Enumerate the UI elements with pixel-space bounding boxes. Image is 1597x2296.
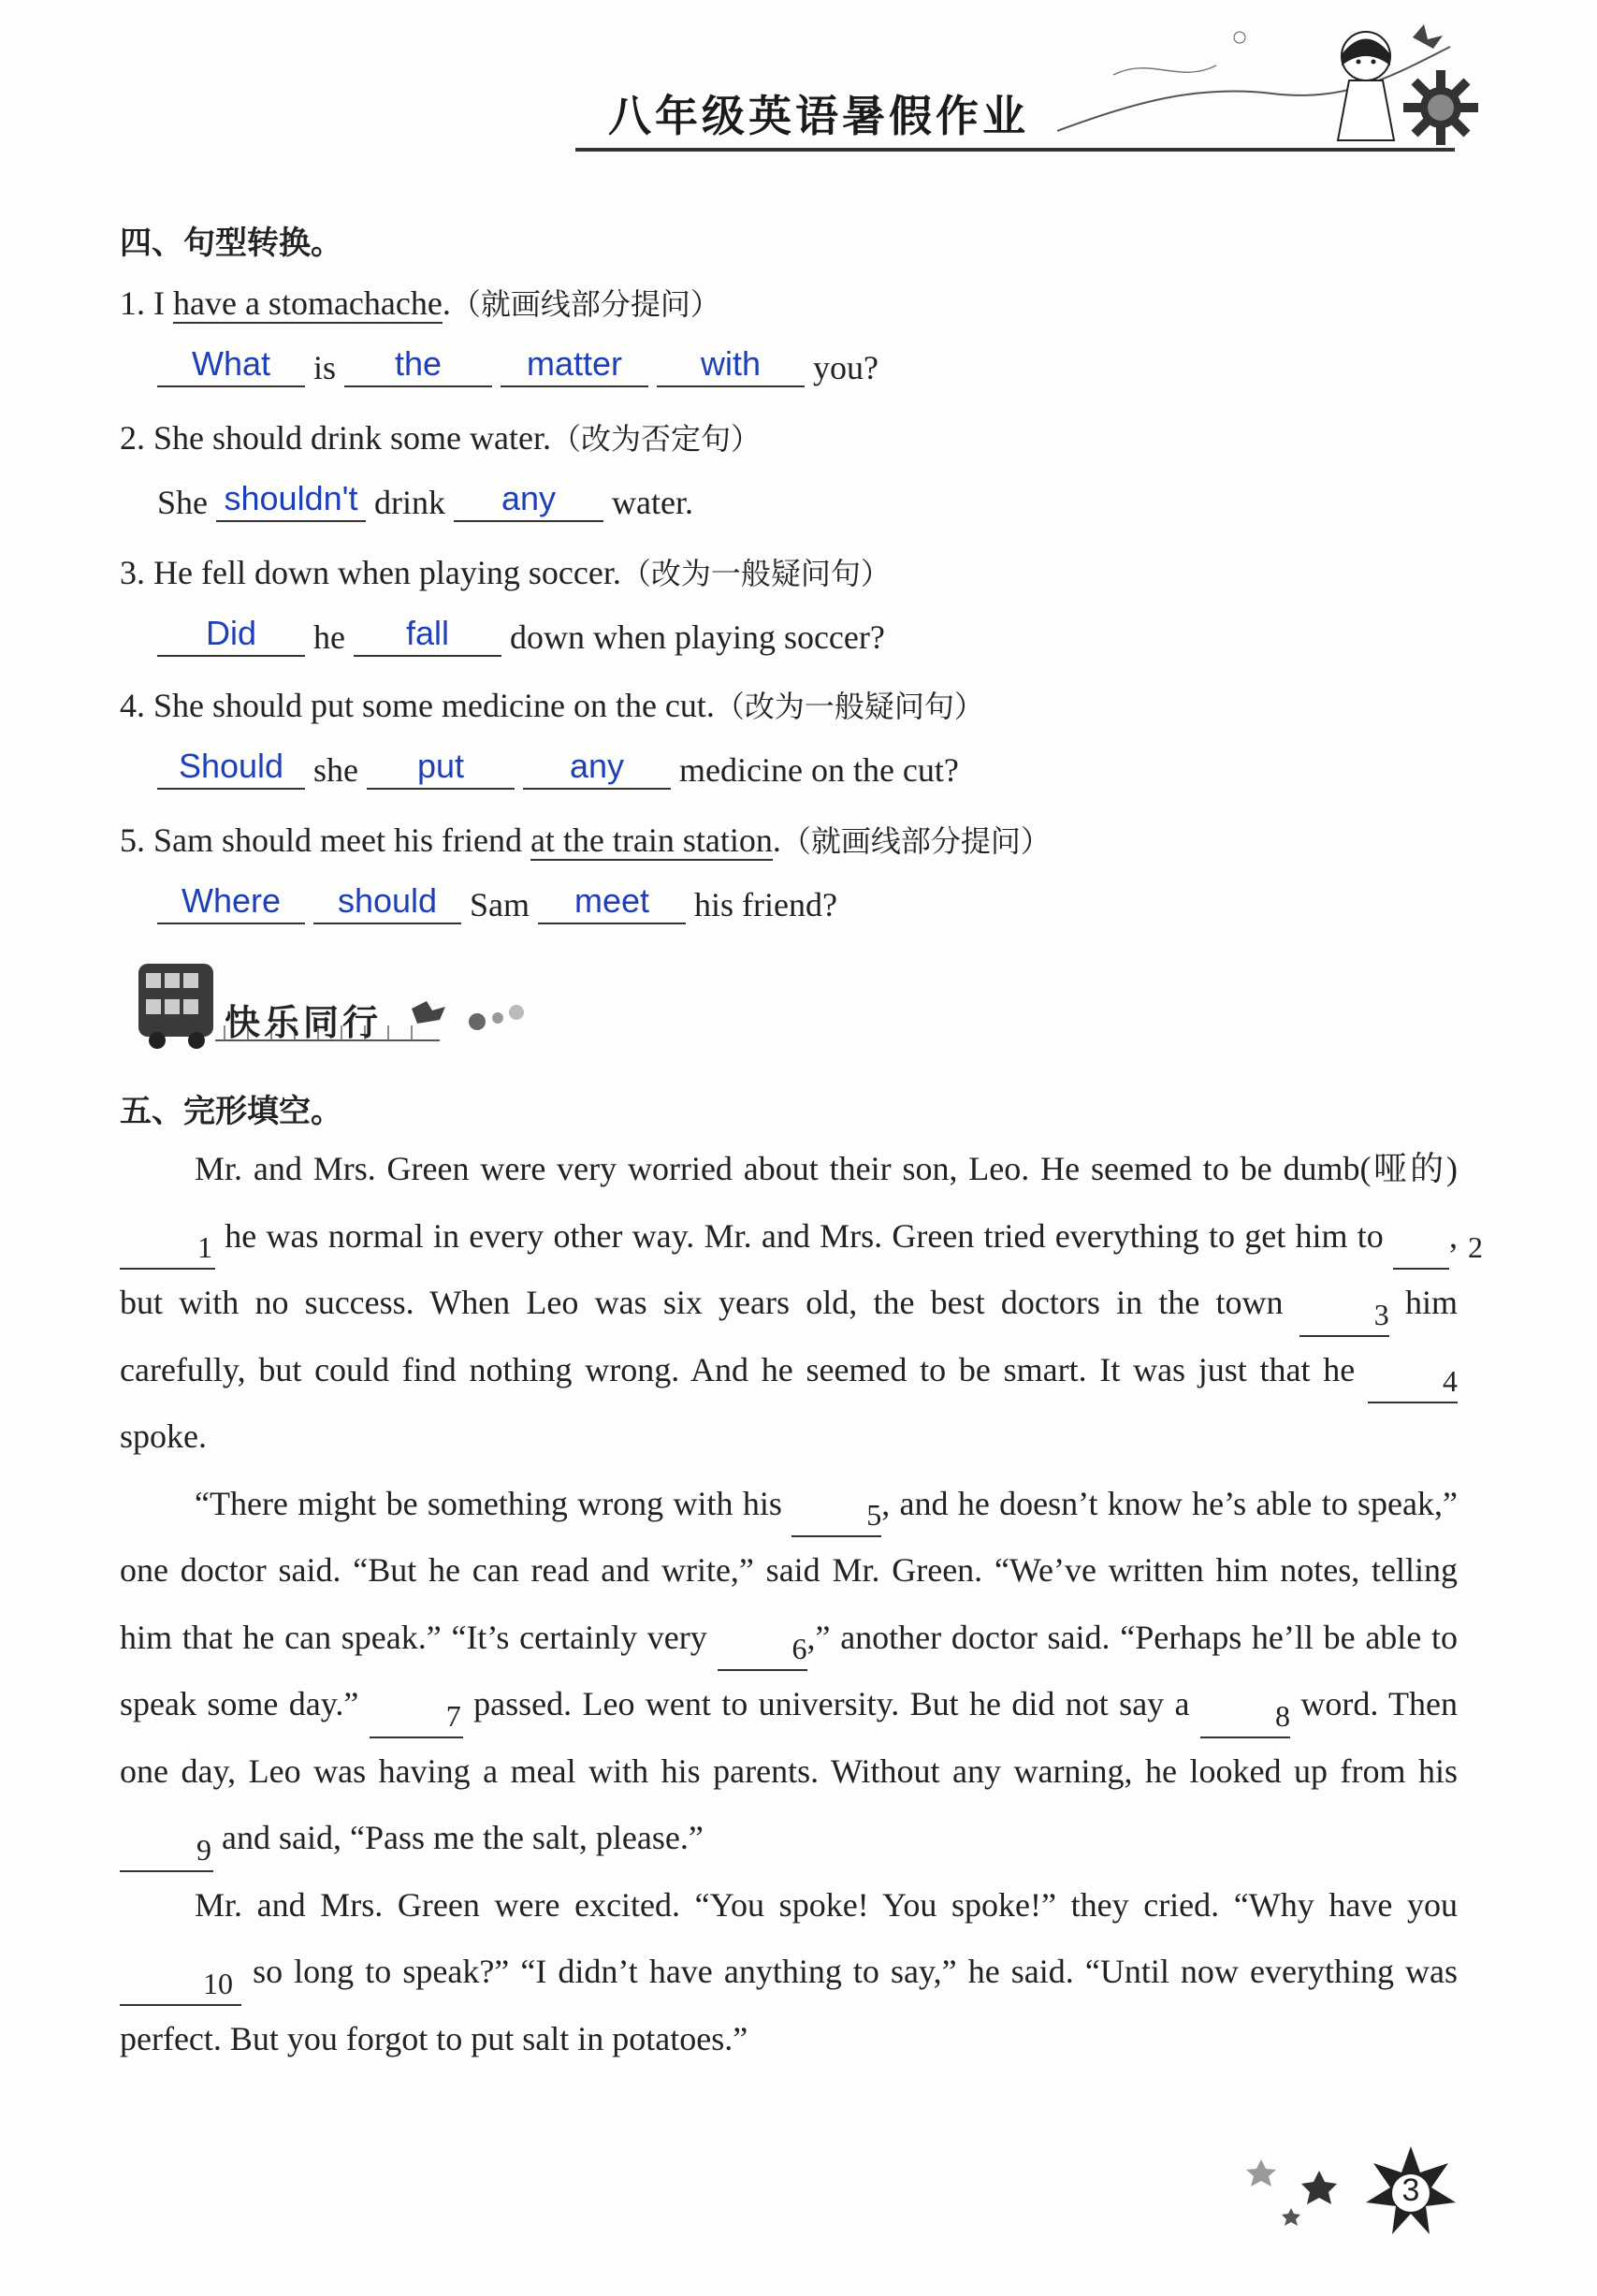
header-title: 八年级英语暑假作业 [608,91,1029,141]
q1-number: 1. [120,284,145,322]
q1-line [120,281,720,324]
q5-rest: his friend? [694,886,837,923]
q1-post: . [442,284,451,322]
p1-text-c: , but with no success. When Leo was six years old, the best doctors in the town [120,1216,1459,1321]
cloze-blank-1: 1 [120,1227,215,1270]
q1-underlined: have a stomachache [173,284,443,322]
q3-word-he: he [313,618,345,656]
p3-text-a: Mr. and Mrs. Green were excited. “You spoke! You spoke!” they cried. “Why have you [195,1885,1458,1924]
q3-answer-line [157,612,885,657]
q1-answer-line [157,342,878,387]
q4-note: （改为一般疑问句） [714,689,984,724]
p2-text-c: ,” another doctor said. “Perhaps he’ll be able to speak some day.” [120,1618,1458,1722]
cloze-paragraph-1 [120,1136,1484,1471]
p1-text-b: he was normal in every other way. Mr. and Mrs. Green tried everything to get him to [225,1216,1384,1255]
q4-answer-line [157,745,959,790]
p2-text-e: word. Then one day, Leo was having a meal with his parents. Without any warning, he looked up from his [120,1685,1459,1790]
cloze-blank-8: 8 [1200,1695,1290,1738]
section4-title: 四、句型转换。 [120,225,342,262]
q4-rest: medicine on the cut? [679,751,959,789]
q1-word-you: you? [813,349,878,386]
q1-word-is: is [313,349,337,386]
p1-text-e: spoke. [120,1417,207,1455]
q2-answer-1: shouldn't [216,477,366,522]
q4-text: 4. She should put some medicine on the cut. [120,687,715,724]
q1-answer-4: with [657,342,805,387]
q3-text: 3. He fell down when playing soccer. [120,554,621,591]
q5-answer-line [157,879,837,924]
q2-line [120,415,761,458]
q2-word-she: She [157,484,208,521]
cloze-blank-10: 10 [120,1963,241,2006]
cloze-blank-3: 3 [1299,1294,1389,1337]
section5-title: 五、完形填空。 [120,1093,342,1130]
q5-answer-1: Where [157,879,305,924]
q1-answer-3: matter [501,342,648,387]
cloze-blank-2: 2 [1393,1227,1449,1270]
cloze-blank-6: 6 [718,1628,807,1671]
q3-note: （改为一般疑问句） [620,556,891,591]
q4-word-she: she [313,751,358,789]
q4-answer-3: any [523,745,671,790]
q3-answer-2: fall [354,612,501,657]
p2-text-f: and said, “Pass me the salt, please.” [222,1819,704,1856]
q5-underlined: at the train station [530,821,773,859]
q5-answer-3: meet [538,879,686,924]
p1-text-a: Mr. and Mrs. Green were very worried about their son, Leo. He seemed to be dumb(哑的) [195,1150,1458,1187]
page-number: 3 [1401,2172,1420,2208]
p2-text-d: passed. Leo went to university. But he did not say a [473,1685,1190,1722]
cloze-paragraph-2 [120,1471,1458,1872]
q5-pre: 5. Sam should meet his friend [120,821,530,859]
cloze-passage [120,1136,1484,2072]
q4-line [120,683,984,726]
p1-text-d: him carefully, but could find nothing wrong. And he seemed to be smart. It was just that he [120,1284,1459,1388]
q3-answer-1: Did [157,612,305,657]
q3-line [120,550,891,593]
q2-text: 2. She should drink some water. [120,419,551,457]
cloze-paragraph-3 [120,1872,1458,2073]
cloze-blank-9: 9 [120,1829,213,1872]
cloze-blank-7: 7 [370,1695,463,1738]
q3-rest: down when playing soccer? [509,618,885,656]
q2-answer-line [157,477,693,522]
p3-text-b: so long to speak?” “I didn’t have anything to say,” he said. “Until now everything was perfect. But you forgot to put salt in potatoes.” [120,1953,1459,2057]
cloze-blank-4: 4 [1368,1360,1458,1403]
q5-post: . [772,821,781,859]
q2-note: （改为否定句） [550,421,761,457]
q4-answer-1: Should [157,745,305,790]
q1-note: （就画线部分提问） [450,286,720,322]
banner-title: 快乐同行 [225,1002,383,1043]
q5-word-sam: Sam [470,886,530,923]
q2-answer-2: any [454,477,603,522]
q1-answer-1: What [157,342,305,387]
q1-answer-2: the [344,342,492,387]
q4-answer-2: put [367,745,515,790]
q5-answer-2: should [313,879,461,924]
footer-star-decoration [1216,2143,1375,2227]
p2-text-b: , and he doesn’t know he’s able to speak,” one doctor said. “But he can read and write,” said Mr. Green. “We’ve written him notes, telling him that he can speak.” “It’s certainly very [120,1484,1458,1656]
q1-pre: I [153,284,173,322]
q5-note: （就画线部分提问） [780,823,1051,859]
q2-word-water: water. [612,484,693,521]
cloze-blank-5: 5 [791,1494,881,1537]
p2-text-a: “There might be something wrong with his [195,1484,782,1522]
header-underline [575,148,1455,152]
header-flower-girl-decoration [1057,19,1488,159]
q5-line [120,818,1051,861]
q2-word-drink: drink [374,484,445,521]
